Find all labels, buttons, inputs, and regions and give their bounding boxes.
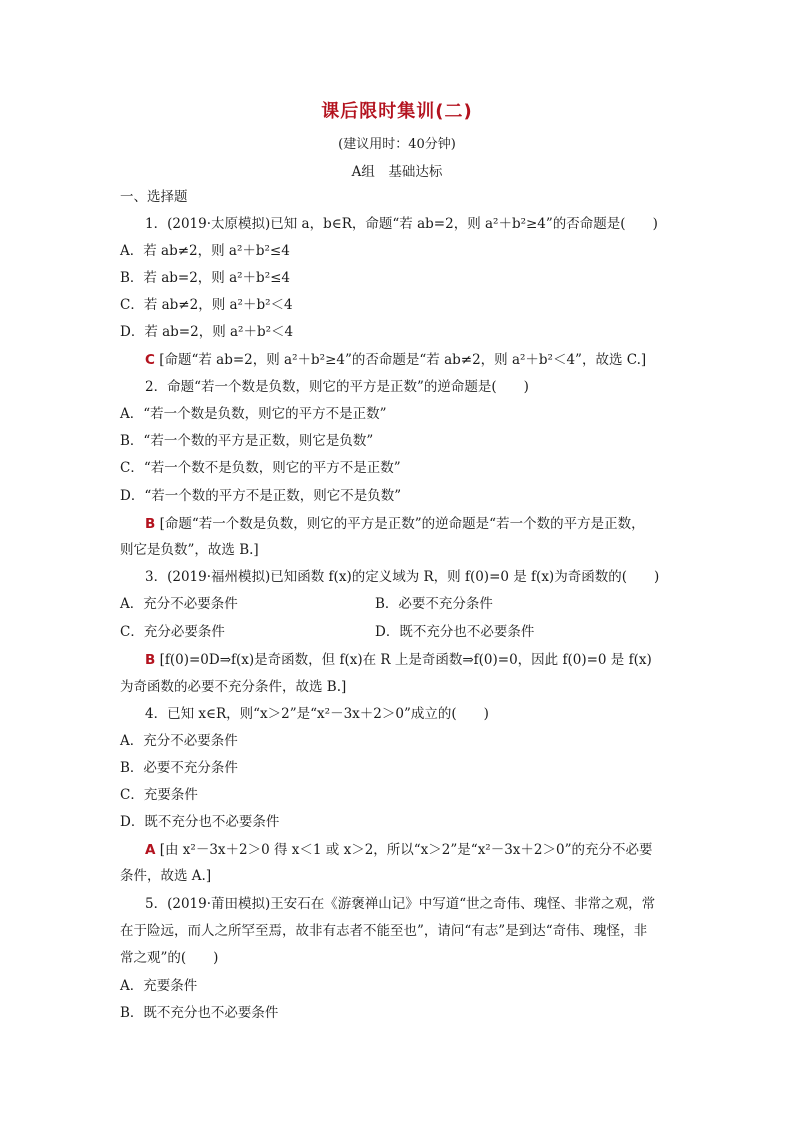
question-1-option-a: A．若 ab≠2，则 a²＋b²≤4 (120, 243, 290, 259)
question-3-option-a: A．充分不必要条件 (120, 596, 238, 612)
answer-explanation: [命题“若 ab=2，则 a²＋b²≥4”的否命题是“若 ab≠2，则 a²＋b²＜4”，故选 C.] (159, 352, 647, 368)
answer-letter: B (145, 516, 156, 532)
question-2-answer (145, 514, 645, 534)
question-2-option-a: A．“若一个数是负数，则它的平方不是正数” (120, 406, 387, 422)
question-2-answer-cont: 则它是负数”，故选 B.] (120, 542, 259, 558)
question-3-option-c: C．充分必要条件 (120, 624, 225, 640)
question-3-option-d: D．既不充分也不必要条件 (375, 624, 535, 640)
time-suggestion: (建议用时：40分钟) (338, 137, 456, 152)
answer-explanation: [命题“若一个数是负数，则它的平方是正数”的逆命题是“若一个数的平方是正数， (159, 516, 645, 532)
question-4-option-d: D．既不充分也不必要条件 (120, 814, 280, 830)
question-2-option-b: B．“若一个数的平方是正数，则它是负数” (120, 433, 374, 449)
group-heading: A组 基础达标 (351, 164, 443, 180)
question-2-option-c: C．“若一个数不是负数，则它的平方不是正数” (120, 460, 401, 476)
question-4-answer (145, 840, 653, 860)
question-3-answer-cont: 为奇函数的必要不充分条件，故选 B.] (120, 679, 347, 695)
question-5-option-b: B．既不充分也不必要条件 (120, 1005, 279, 1021)
answer-letter: C (145, 352, 155, 368)
question-4-option-b: B．必要不充分条件 (120, 760, 238, 776)
question-5-stem-cont: 在于险远，而人之所罕至焉，故非有志者不能至也”，请问“有志”是到达“奇伟、瑰怪，非 (120, 923, 648, 939)
section-heading: 一、选择题 (120, 189, 188, 205)
answer-letter: A (145, 842, 156, 858)
question-1-option-d: D．若 ab=2，则 a²＋b²＜4 (120, 324, 294, 340)
question-1-option-b: B．若 ab=2，则 a²＋b²≤4 (120, 270, 291, 286)
question-4-answer-cont: 条件，故选 A.] (120, 868, 212, 884)
question-2-stem: 2．命题“若一个数是负数，则它的平方是正数”的逆命题是( ) (145, 379, 529, 395)
question-1-answer (145, 350, 646, 370)
answer-explanation: [f(0)=0D⇒f(x)是奇函数，但 f(x)在 R 上是奇函数⇒f(0)=0，因此 f(0)=0 是 f(x) (159, 652, 652, 668)
question-2-option-d: D．“若一个数的平方不是正数，则它不是负数” (120, 488, 402, 504)
answer-letter: B (145, 652, 156, 668)
question-4-option-c: C．充要条件 (120, 787, 198, 803)
page-title: 课后限时集训(二) (321, 101, 473, 122)
question-1-option-c: C．若 ab≠2，则 a²＋b²＜4 (120, 297, 293, 313)
question-5-stem-cont2: 常之观”的( ) (120, 950, 219, 966)
question-3-stem: 3．(2019·福州模拟)已知函数 f(x)的定义域为 R，则 f(0)=0 是 f(x)为奇函数的( ) (145, 569, 660, 585)
question-5-option-a: A．充要条件 (120, 978, 198, 994)
question-4-option-a: A．充分不必要条件 (120, 733, 238, 749)
question-5-stem: 5．(2019·莆田模拟)王安石在《游褒禅山记》中写道“世之奇伟、瑰怪、非常之观，常 (145, 896, 656, 912)
question-1-stem: 1．(2019·太原模拟)已知 a，b∈R，命题“若 ab=2，则 a²＋b²≥4”的否命题是( ) (145, 216, 658, 232)
question-4-stem: 4．已知 x∈R，则“x＞2”是“x²－3x＋2＞0”成立的( ) (145, 706, 489, 722)
question-3-option-b: B．必要不充分条件 (375, 596, 493, 612)
answer-explanation: [由 x²－3x＋2＞0 得 x＜1 或 x＞2，所以“x＞2”是“x²－3x＋2＞0”的充分不必要 (159, 842, 653, 858)
question-3-answer (145, 650, 652, 670)
